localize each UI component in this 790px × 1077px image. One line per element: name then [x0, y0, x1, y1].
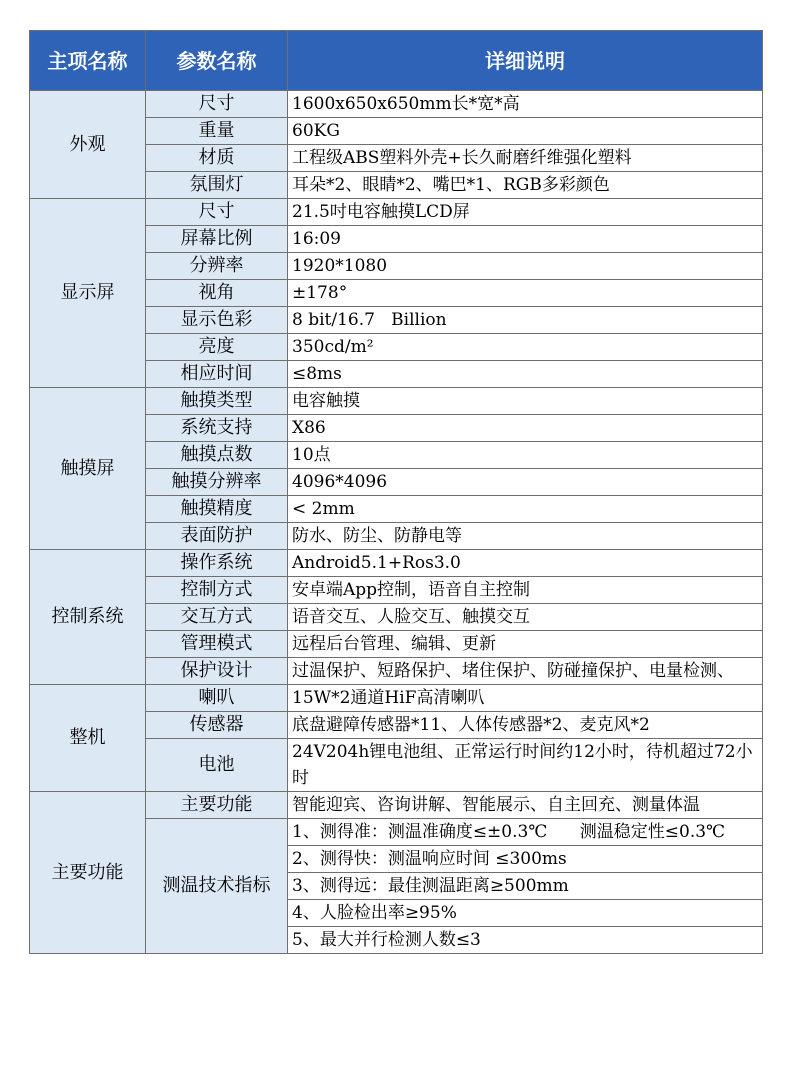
detail-cell: 15W*2通道HiF高清喇叭 — [288, 685, 763, 712]
param-cell: 相应时间 — [146, 361, 288, 388]
param-cell: 屏幕比例 — [146, 226, 288, 253]
param-cell: 重量 — [146, 118, 288, 145]
detail-cell: 远程后台管理、编辑、更新 — [288, 631, 763, 658]
param-cell: 亮度 — [146, 334, 288, 361]
param-cell: 系统支持 — [146, 415, 288, 442]
param-cell: 电池 — [146, 739, 288, 792]
detail-cell: 4、人脸检出率≥95% — [288, 900, 763, 927]
detail-cell: 350cd/m² — [288, 334, 763, 361]
param-cell: 测温技术指标 — [146, 819, 288, 954]
header-param-name: 参数名称 — [146, 31, 288, 91]
table-row — [30, 792, 763, 819]
detail-cell: 21.5吋电容触摸LCD屏 — [288, 199, 763, 226]
param-cell: 触摸类型 — [146, 388, 288, 415]
table-row — [30, 91, 763, 118]
detail-cell: 1600x650x650mm长*宽*高 — [288, 91, 763, 118]
detail-cell: 10点 — [288, 442, 763, 469]
param-cell: 触摸点数 — [146, 442, 288, 469]
detail-cell: Android5.1+Ros3.0 — [288, 550, 763, 577]
detail-cell: X86 — [288, 415, 763, 442]
header-row — [30, 31, 763, 91]
detail-cell: 安卓端App控制，语音自主控制 — [288, 577, 763, 604]
detail-cell: 2、测得快：测温响应时间 ≤300ms — [288, 846, 763, 873]
detail-cell: 1920*1080 — [288, 253, 763, 280]
detail-cell: 底盘避障传感器*11、人体传感器*2、麦克风*2 — [288, 712, 763, 739]
category-cell: 外观 — [30, 91, 146, 199]
detail-cell: 4096*4096 — [288, 469, 763, 496]
category-cell: 整机 — [30, 685, 146, 792]
category-cell: 触摸屏 — [30, 388, 146, 550]
param-cell: 控制方式 — [146, 577, 288, 604]
param-cell: 尺寸 — [146, 91, 288, 118]
detail-cell: 16:09 — [288, 226, 763, 253]
category-cell: 主要功能 — [30, 792, 146, 954]
param-cell: 氛围灯 — [146, 172, 288, 199]
param-cell: 材质 — [146, 145, 288, 172]
detail-cell: 8 bit/16.7 Billion — [288, 307, 763, 334]
detail-cell: 60KG — [288, 118, 763, 145]
detail-cell: < 2mm — [288, 496, 763, 523]
param-cell: 交互方式 — [146, 604, 288, 631]
category-cell: 控制系统 — [30, 550, 146, 685]
detail-cell: 1、测得准：测温准确度≤±0.3℃ 测温稳定性≤0.3℃ — [288, 819, 763, 846]
param-cell: 触摸精度 — [146, 496, 288, 523]
param-cell: 主要功能 — [146, 792, 288, 819]
param-cell: 传感器 — [146, 712, 288, 739]
header-detail: 详细说明 — [288, 31, 763, 91]
header-main-item: 主项名称 — [30, 31, 146, 91]
detail-cell: 语音交互、人脸交互、触摸交互 — [288, 604, 763, 631]
param-cell: 管理模式 — [146, 631, 288, 658]
param-cell: 显示色彩 — [146, 307, 288, 334]
param-cell: 喇叭 — [146, 685, 288, 712]
table-row — [30, 199, 763, 226]
detail-cell: 智能迎宾、咨询讲解、智能展示、自主回充、测量体温 — [288, 792, 763, 819]
table-row — [30, 685, 763, 712]
category-cell: 显示屏 — [30, 199, 146, 388]
table-row — [30, 550, 763, 577]
param-cell: 表面防护 — [146, 523, 288, 550]
table-row — [30, 388, 763, 415]
spec-table — [29, 30, 763, 954]
param-cell: 分辨率 — [146, 253, 288, 280]
detail-cell: 防水、防尘、防静电等 — [288, 523, 763, 550]
param-cell: 尺寸 — [146, 199, 288, 226]
detail-cell: 工程级ABS塑料外壳+长久耐磨纤维强化塑料 — [288, 145, 763, 172]
param-cell: 视角 — [146, 280, 288, 307]
param-cell: 触摸分辨率 — [146, 469, 288, 496]
detail-cell: 24V204h锂电池组、正常运行时间约12小时，待机超过72小时 — [288, 739, 763, 792]
detail-cell: 耳朵*2、眼睛*2、嘴巴*1、RGB多彩颜色 — [288, 172, 763, 199]
detail-cell: ≤8ms — [288, 361, 763, 388]
param-cell: 操作系统 — [146, 550, 288, 577]
detail-cell: 5、最大并行检测人数≤3 — [288, 927, 763, 954]
detail-cell: 过温保护、短路保护、堵住保护、防碰撞保护、电量检测、 — [288, 658, 763, 685]
param-cell: 保护设计 — [146, 658, 288, 685]
detail-cell: 电容触摸 — [288, 388, 763, 415]
detail-cell: ±178° — [288, 280, 763, 307]
detail-cell: 3、测得远：最佳测温距离≥500mm — [288, 873, 763, 900]
